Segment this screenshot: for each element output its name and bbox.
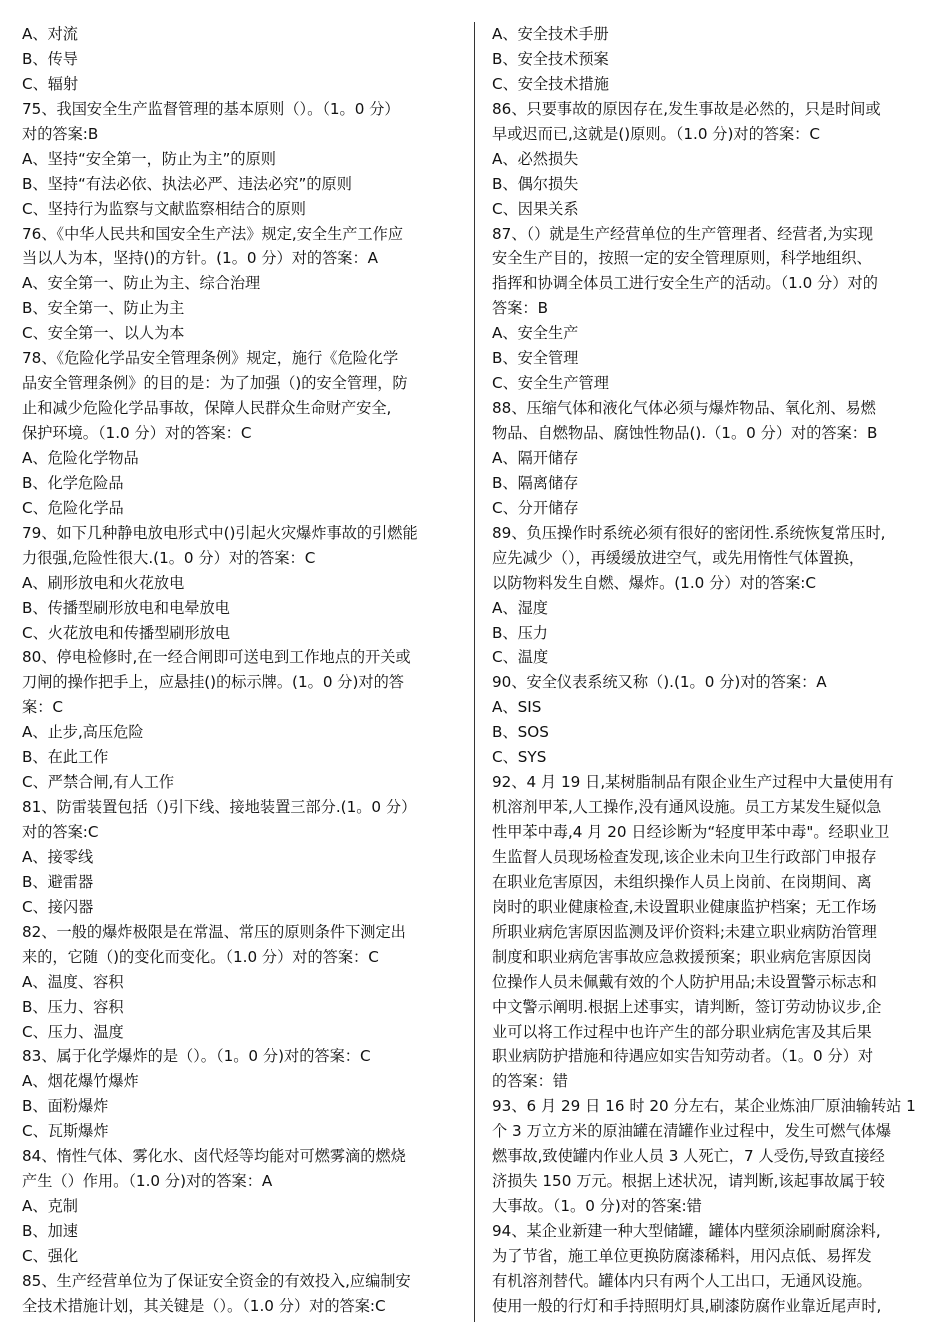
right-column-text-line: 93、6 月 29 日 16 时 20 分左右，某企业炼油厂原油输转站 1 <box>492 1097 916 1116</box>
right-column-text-line: 生监督人员现场检查发现,该企业未向卫生行政部门申报存 <box>492 847 877 866</box>
right-text-column <box>492 22 930 1319</box>
left-column-text-line: 止和减少危险化学品事故，保障人民群众生命财产安全, <box>22 399 392 418</box>
left-column-text-line: C、强化 <box>22 1246 79 1265</box>
right-column-text-line: 应先减少（），再缓缓放进空气，或先用惰性气体置换， <box>492 548 865 567</box>
right-column-text-line: 制度和职业病危害事故应急救援预案；职业病危害原因岗 <box>492 947 872 966</box>
left-column-text-line: 当以人为本，坚持()的方针。(1。0 分）对的答案：A <box>22 249 379 268</box>
right-column-text-line: 安全生产目的，按照一定的安全管理原则，科学地组织、 <box>492 249 872 268</box>
left-column-text-line: 84、惰性气体、雾化水、卤代烃等均能对可燃雾滴的燃烧 <box>22 1147 406 1166</box>
right-column-text-line: A、必然损失 <box>492 149 579 168</box>
right-column-text-line: 的答案：错 <box>492 1072 568 1091</box>
right-column-text-line: 岗时的职业健康检查,未设置职业健康监护档案；无工作场 <box>492 897 877 916</box>
right-column-text-line: 89、负压操作时系统必须有很好的密闭性.系统恢复常压时, <box>492 523 886 542</box>
left-column-text-line: 来的，它随（)的变化而变化。（1.0 分）对的答案：C <box>22 947 379 966</box>
right-column-text-line: 业可以将工作过程中也许产生的部分职业病危害及其后果 <box>492 1022 872 1041</box>
right-column-text-line: 大事故。（1。0 分)对的答案:错 <box>492 1197 702 1216</box>
left-column-text-line: A、接零线 <box>22 847 94 866</box>
left-column-text-line: A、安全第一、防止为主、综合治理 <box>22 274 261 293</box>
left-column-text-line: B、加速 <box>22 1222 78 1240</box>
left-column-text-line: A、危险化学物品 <box>22 448 139 467</box>
right-column-text-line: B、偶尔损失 <box>492 174 579 193</box>
left-column-text-line: 85、生产经营单位为了保证安全资金的有效投入,应编制安 <box>22 1271 411 1290</box>
left-column-text-line: 刀闸的操作把手上，应悬挂()的标示牌。(1。0 分)对的答 <box>22 673 404 692</box>
left-column-text-line: B、传导 <box>22 49 78 68</box>
right-column-text-line: 性甲苯中毒,4 月 20 日经诊断为“轻度甲苯中毒"。经职业卫 <box>492 823 890 841</box>
right-column-text-line: 济损失 150 万元。根据上述状况，请判断,该起事故属于较 <box>492 1172 885 1191</box>
left-text-column <box>22 22 460 1319</box>
right-column-text-line: B、安全技术预案 <box>492 49 609 68</box>
left-column-text-line: 78、《危险化学品安全管理条例》规定，施行《危险化学 <box>22 349 399 368</box>
left-column-text-line: C、接闪器 <box>22 897 94 916</box>
right-column-text-line: A、安全技术手册 <box>492 25 609 43</box>
left-column-text-line: C、坚持行为监察与文献监察相结合的原则 <box>22 199 306 218</box>
left-column-text-line: B、在此工作 <box>22 748 109 767</box>
right-column-text-line: 所职业病危害原因监测及评价资料;未建立职业病防治管理 <box>492 922 877 941</box>
left-column-text-line: B、坚持“有法必依、执法必严、违法必究”的原则 <box>22 174 352 193</box>
right-column-text-line: C、因果关系 <box>492 199 579 218</box>
right-column-text-line: 以防物料发生自燃、爆炸。(1.0 分）对的答案:C <box>492 573 817 592</box>
left-column-text-line: B、传播型刷形放电和电晕放电 <box>22 598 230 617</box>
right-column-text-line: 使用一般的行灯和手持照明灯具,刷漆防腐作业靠近尾声时, <box>492 1296 882 1315</box>
left-column-text-line: 力很强,危险性很大.(1。0 分）对的答案：C <box>22 548 316 567</box>
right-column-text-line: 燃事故,致使罐内作业人员 3 人死亡，7 人受伤,导致直接经 <box>492 1147 885 1166</box>
left-column-text-line: 品安全管理条例》的目的是：为了加强（)的安全管理，防 <box>22 374 408 393</box>
right-column-text-line: B、隔离储存 <box>492 473 579 492</box>
left-column-text-line: 83、属于化学爆炸的是（）。（1。0 分)对的答案：C <box>22 1047 371 1066</box>
left-column-text-line: C、安全第一、以人为本 <box>22 324 185 343</box>
left-column-text-line: C、辐射 <box>22 74 79 93</box>
left-column-text-line: 79、如下几种静电放电形式中()引起火灾爆炸事故的引燃能 <box>22 523 418 542</box>
right-column-text-line: C、温度 <box>492 648 549 667</box>
right-column-text-line: 90、安全仪表系统又称（).(1。0 分)对的答案：A <box>492 673 827 692</box>
left-column-text-line: 对的答案:B <box>22 124 99 143</box>
left-column-text-line: B、化学危险品 <box>22 473 124 492</box>
right-column-text-line: C、安全技术措施 <box>492 74 609 93</box>
right-column-text-line: A、SIS <box>492 698 542 717</box>
left-column-text-line: 80、停电检修时,在一经合闸即可送电到工作地点的开关或 <box>22 648 411 667</box>
left-column-text-line: B、压力、容积 <box>22 997 124 1016</box>
right-column-text-line: 答案：B <box>492 299 548 318</box>
right-column-text-line: A、湿度 <box>492 598 548 617</box>
left-column-text-line: 82、一般的爆炸极限是在常温、常压的原则条件下测定出 <box>22 922 406 941</box>
left-column-text-line: 保护环境。（1.0 分）对的答案：C <box>22 424 252 442</box>
right-column-text-line: 中文警示阐明.根据上述事实，请判断，签订劳动协议步,企 <box>492 997 882 1016</box>
right-column-text-line: 个 3 万立方米的原油罐在清罐作业过程中，发生可燃气体爆 <box>492 1122 892 1141</box>
left-column-text-line: B、安全第一、防止为主 <box>22 299 185 318</box>
right-column-text-line: 94、某企业新建一种大型储罐，罐体内壁须涂刷耐腐涂料, <box>492 1222 881 1240</box>
right-column-text-line: 职业病防护措施和待遇应如实告知劳动者。（1。0 分）对 <box>492 1047 874 1066</box>
right-column-text-line: B、安全管理 <box>492 349 579 368</box>
right-column-text-line: 86、只要事故的原因存在,发生事故是必然的，只是时间或 <box>492 99 881 118</box>
left-column-text-line: A、坚持“安全第一，防止为主”的原则 <box>22 149 276 168</box>
column-divider <box>474 22 475 1322</box>
left-column-text-line: 76、《中华人民共和国安全生产法》规定,安全生产工作应 <box>22 224 404 243</box>
right-column-text-line: 指挥和协调全体员工进行安全生产的活动。（1.0 分）对的 <box>492 274 878 293</box>
left-column-text-line: 全技术措施计划，其关键是（）。（1.0 分）对的答案:C <box>22 1296 386 1315</box>
right-column-text-line: 92、4 月 19 日,某树脂制品有限企业生产过程中大量使用有 <box>492 773 894 792</box>
left-column-text-line: C、严禁合闸,有人工作 <box>22 773 175 792</box>
right-column-text-line: 在职业危害原因，未组织操作人员上岗前、在岗期间、离 <box>492 872 872 891</box>
left-column-text-line: A、温度、容积 <box>22 972 124 991</box>
left-column-text-line: A、克制 <box>22 1197 78 1216</box>
left-column-text-line: 案：C <box>22 698 63 717</box>
right-column-text-line: 87、（）就是生产经营单位的生产管理者、经营者,为实现 <box>492 224 874 243</box>
right-column-text-line: 物品、自燃物品、腐蚀性物品().（1。0 分）对的答案：B <box>492 424 878 442</box>
right-column-text-line: A、安全生产 <box>492 324 579 343</box>
left-column-text-line: A、烟花爆竹爆炸 <box>22 1072 139 1091</box>
right-column-text-line: B、SOS <box>492 723 549 742</box>
left-column-text-line: B、避雷器 <box>22 872 94 891</box>
left-column-text-line: 产生（）作用。（1.0 分)对的答案：A <box>22 1172 273 1191</box>
right-column-text-line: C、分开储存 <box>492 498 579 517</box>
left-column-text-line: C、火花放电和传播型刷形放电 <box>22 623 231 642</box>
left-column-text-line: 对的答案:C <box>22 823 99 841</box>
left-column-text-line: 81、防雷装置包括（)引下线、接地装置三部分.(1。0 分） <box>22 798 417 817</box>
right-column-text-line: B、压力 <box>492 623 548 642</box>
left-column-text-line: C、压力、温度 <box>22 1022 124 1041</box>
right-column-text-line: A、隔开储存 <box>492 448 579 467</box>
right-column-text-line: 88、压缩气体和液化气体必须与爆炸物品、氧化剂、易燃 <box>492 399 876 418</box>
right-column-text-line: 早或迟而已,这就是()原则。（1.0 分)对的答案：C <box>492 124 820 143</box>
left-column-text-line: A、止步,高压危险 <box>22 723 144 742</box>
right-column-text-line: 为了节省，施工单位更换防腐漆稀料，用闪点低、易挥发 <box>492 1246 872 1265</box>
left-column-text-line: 75、我国安全生产监督管理的基本原则（）。（1。0 分） <box>22 99 400 118</box>
right-column-text-line: 机溶剂甲苯,人工操作,没有通风设施。员工方某发生疑似急 <box>492 798 882 817</box>
left-column-text-line: A、对流 <box>22 25 78 43</box>
right-column-text-line: 位操作人员未佩戴有效的个人防护用品;未设置警示标志和 <box>492 972 877 991</box>
right-column-text-line: 有机溶剂替代。罐体内只有两个人工出口，无通风设施。 <box>492 1271 872 1290</box>
right-column-text-line: C、SYS <box>492 748 547 767</box>
left-column-text-line: B、面粉爆炸 <box>22 1097 109 1116</box>
left-column-text-line: C、危险化学品 <box>22 498 124 517</box>
left-column-text-line: C、瓦斯爆炸 <box>22 1122 109 1141</box>
left-column-text-line: A、刷形放电和火花放电 <box>22 573 185 592</box>
right-column-text-line: C、安全生产管理 <box>492 374 609 393</box>
